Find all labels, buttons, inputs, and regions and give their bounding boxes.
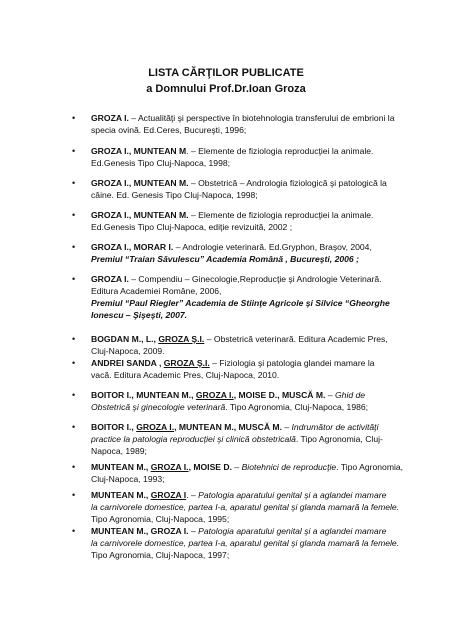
entry-line xyxy=(91,241,409,253)
text-segment: – Obstetrică – Andrologia fiziologică şi patologică la xyxy=(188,178,387,188)
publication-entry xyxy=(72,357,409,381)
entry-line xyxy=(91,177,409,189)
entry-line xyxy=(91,445,409,457)
text-segment: . – Elemente de fiziologia reproducţiei la animale. xyxy=(186,146,374,156)
bullet-icon: • xyxy=(72,178,76,188)
entry-line xyxy=(91,285,409,297)
bullet-icon: • xyxy=(72,490,76,500)
entry-line xyxy=(91,473,409,485)
text-segment: Premiul “Traian Săvulescu” Academia Română , Bucureşti, 2006 ; xyxy=(91,254,359,264)
text-segment: GROZA I. xyxy=(91,113,129,123)
text-segment: , MOISE D. xyxy=(188,462,233,472)
bullet-icon: • xyxy=(72,113,76,123)
entry-line xyxy=(91,189,409,201)
publication-entry xyxy=(72,461,409,485)
text-segment: Ghid de xyxy=(334,390,366,400)
publication-entry xyxy=(72,209,409,233)
entry-line xyxy=(91,297,409,309)
publication-entry xyxy=(72,333,409,357)
entry-line xyxy=(91,369,409,381)
text-segment: MUNTEAN M., xyxy=(91,462,151,472)
entry-line xyxy=(91,389,409,401)
text-segment: Patologia aparatului genital şi a aglandei mamare xyxy=(198,490,387,500)
entry-line xyxy=(91,401,409,413)
text-segment: Indrumător de activităţi xyxy=(291,422,379,432)
publication-entry xyxy=(72,241,409,265)
text-segment: specia ovină. Ed.Ceres, Bucureşti, 1996; xyxy=(91,125,247,135)
text-segment: Biotehnici de reproducţie xyxy=(241,462,337,472)
text-segment: GROZA I. xyxy=(150,462,189,472)
text-segment: MUNTEAN M., GROZA I. xyxy=(91,526,189,536)
text-segment: – xyxy=(232,462,242,472)
publication-entry xyxy=(72,145,409,169)
text-segment: vacă. Editura Academic Pres, Cluj-Napoca, 2010. xyxy=(91,370,280,380)
entry-line xyxy=(91,209,409,221)
publication-entry xyxy=(72,421,409,457)
text-segment: Editura Academiei Române, 2006, xyxy=(91,286,222,296)
text-segment: Napoca, 1989; xyxy=(91,446,147,456)
entry-line xyxy=(91,124,409,136)
text-segment: Premiul “Paul Riegler” Academia de Stiinţe Agricole şi Silvice “Gheorghe xyxy=(91,298,390,308)
text-segment: BOGDAN M., L., xyxy=(91,334,159,344)
bullet-icon: • xyxy=(72,210,76,220)
entry-line xyxy=(91,525,409,537)
publication-entry xyxy=(72,489,409,525)
text-segment: practice la patologia reproducţiei şi clinică obstetricală xyxy=(91,434,296,444)
bullet-icon: • xyxy=(72,242,76,252)
text-segment: Cluj-Napoca, 1993; xyxy=(91,474,165,484)
text-segment: , MOISE D., MUSCĂ M. xyxy=(233,390,326,400)
text-segment: GROZA I., MUNTEAN M xyxy=(91,146,187,156)
text-segment: – Elemente de fiziologia reproducţiei la animale. xyxy=(188,210,374,220)
text-segment: – xyxy=(325,390,335,400)
document-title: LISTA CĂRŢILOR PUBLICATE xyxy=(148,67,304,79)
text-segment: la carnivorele domestice, partea I-a, aparatul genital şi glanda mamară la femele. xyxy=(91,538,400,548)
text-segment: GROZA Ş.I. xyxy=(158,334,205,344)
text-segment: ANDREI SANDA , xyxy=(91,358,164,368)
text-segment: , MUNTEAN M., MUSCĂ M. xyxy=(174,422,282,432)
text-segment: GROZA I. xyxy=(136,422,175,432)
text-segment: GROZA I. xyxy=(195,390,234,400)
text-segment: la carnivorele domestice, partea I-a, aparatul genital şi glanda mamară la femele. xyxy=(91,502,400,512)
text-segment: – Compendiu – Ginecologie,Reproducţie şi Andrologie Veterinară. xyxy=(128,274,382,284)
text-segment: GROZA I., MORAR I. xyxy=(91,242,174,252)
text-segment: GROZA I., MUNTEAN M. xyxy=(91,210,189,220)
text-segment: BOITOR I., xyxy=(91,422,137,432)
text-segment: – Andrologie veterinară. Ed.Gryphon, Braşov, 2004, xyxy=(173,242,372,252)
entry-line xyxy=(91,273,409,285)
text-segment: – Actualităţi şi perspective în biotehnologia transferului de embrioni la xyxy=(128,113,395,123)
text-segment: . – xyxy=(186,490,199,500)
text-segment: . Tipo Agronomia, xyxy=(336,462,404,472)
text-segment: GROZA I., MUNTEAN M. xyxy=(91,178,189,188)
entry-line xyxy=(91,501,409,513)
text-segment: Tipo Agronomia, Cluj-Napoca, 1995; xyxy=(91,514,230,524)
bullet-icon: • xyxy=(72,526,76,536)
publication-entry xyxy=(72,525,409,561)
entry-line xyxy=(91,549,409,561)
text-segment: GROZA Ş.I. xyxy=(163,358,210,368)
entry-line xyxy=(91,157,409,169)
text-segment: Patologia aparatului genital şi a aglandei mamare xyxy=(198,526,387,536)
entry-line xyxy=(91,112,409,124)
text-segment: Ionescu – Şişeşti, 2007. xyxy=(91,310,188,320)
text-segment: – Fiziologia şi patologia glandei mamare la xyxy=(209,358,375,368)
entry-line xyxy=(91,421,409,433)
bullet-icon: • xyxy=(72,274,76,284)
publication-entry xyxy=(72,177,409,201)
entry-line xyxy=(91,253,409,265)
entry-line xyxy=(91,513,409,525)
text-segment: – xyxy=(188,526,199,536)
text-segment: Tipo Agronomia, Cluj-Napoca, 1997; xyxy=(91,550,230,560)
text-segment: Obstetrică şi ginecologie veterinară xyxy=(91,402,226,412)
bullet-icon: • xyxy=(72,358,76,368)
bullet-icon: • xyxy=(72,462,76,472)
entry-line xyxy=(91,221,409,233)
entry-line xyxy=(91,461,409,473)
entry-line xyxy=(91,333,409,345)
text-segment: GROZA I. xyxy=(91,274,129,284)
text-segment: Cluj-Napoca, 2009. xyxy=(91,346,165,356)
publication-entry xyxy=(72,389,409,413)
text-segment: – Obstetrică veterinară. Editura Academic Pres, xyxy=(204,334,388,344)
entry-line xyxy=(91,537,409,549)
text-segment: câine. Ed. Genesis Tipo Cluj-Napoca, 1998; xyxy=(91,190,258,200)
text-segment: . Tipo Agronomia, Cluj- xyxy=(295,434,383,444)
entry-line xyxy=(91,345,409,357)
entry-line xyxy=(91,309,409,321)
document-subtitle: a Domnului Prof.Dr.Ioan Groza xyxy=(146,83,306,95)
entry-line xyxy=(91,489,409,501)
text-segment: Ed.Genesis Tipo Cluj-Napoca, ediţie revizuită, 2002 ; xyxy=(91,222,293,232)
bullet-icon: • xyxy=(72,390,76,400)
text-segment: Ed.Genesis Tipo Cluj-Napoca, 1998; xyxy=(91,158,231,168)
entry-line xyxy=(91,433,409,445)
bullet-icon: • xyxy=(72,334,76,344)
text-segment: BOITOR I., MUNTEAN M., xyxy=(91,390,196,400)
publication-entry xyxy=(72,112,409,136)
bullet-icon: • xyxy=(72,146,76,156)
text-segment: GROZA I xyxy=(150,490,187,500)
text-segment: . Tipo Agronomia, Cluj-Napoca, 1986; xyxy=(225,402,369,412)
entry-line xyxy=(91,357,409,369)
bullet-icon: • xyxy=(72,422,76,432)
publication-entry xyxy=(72,273,409,321)
text-segment: MUNTEAN M., xyxy=(91,490,151,500)
text-segment: – xyxy=(281,422,292,432)
entry-line xyxy=(91,145,409,157)
